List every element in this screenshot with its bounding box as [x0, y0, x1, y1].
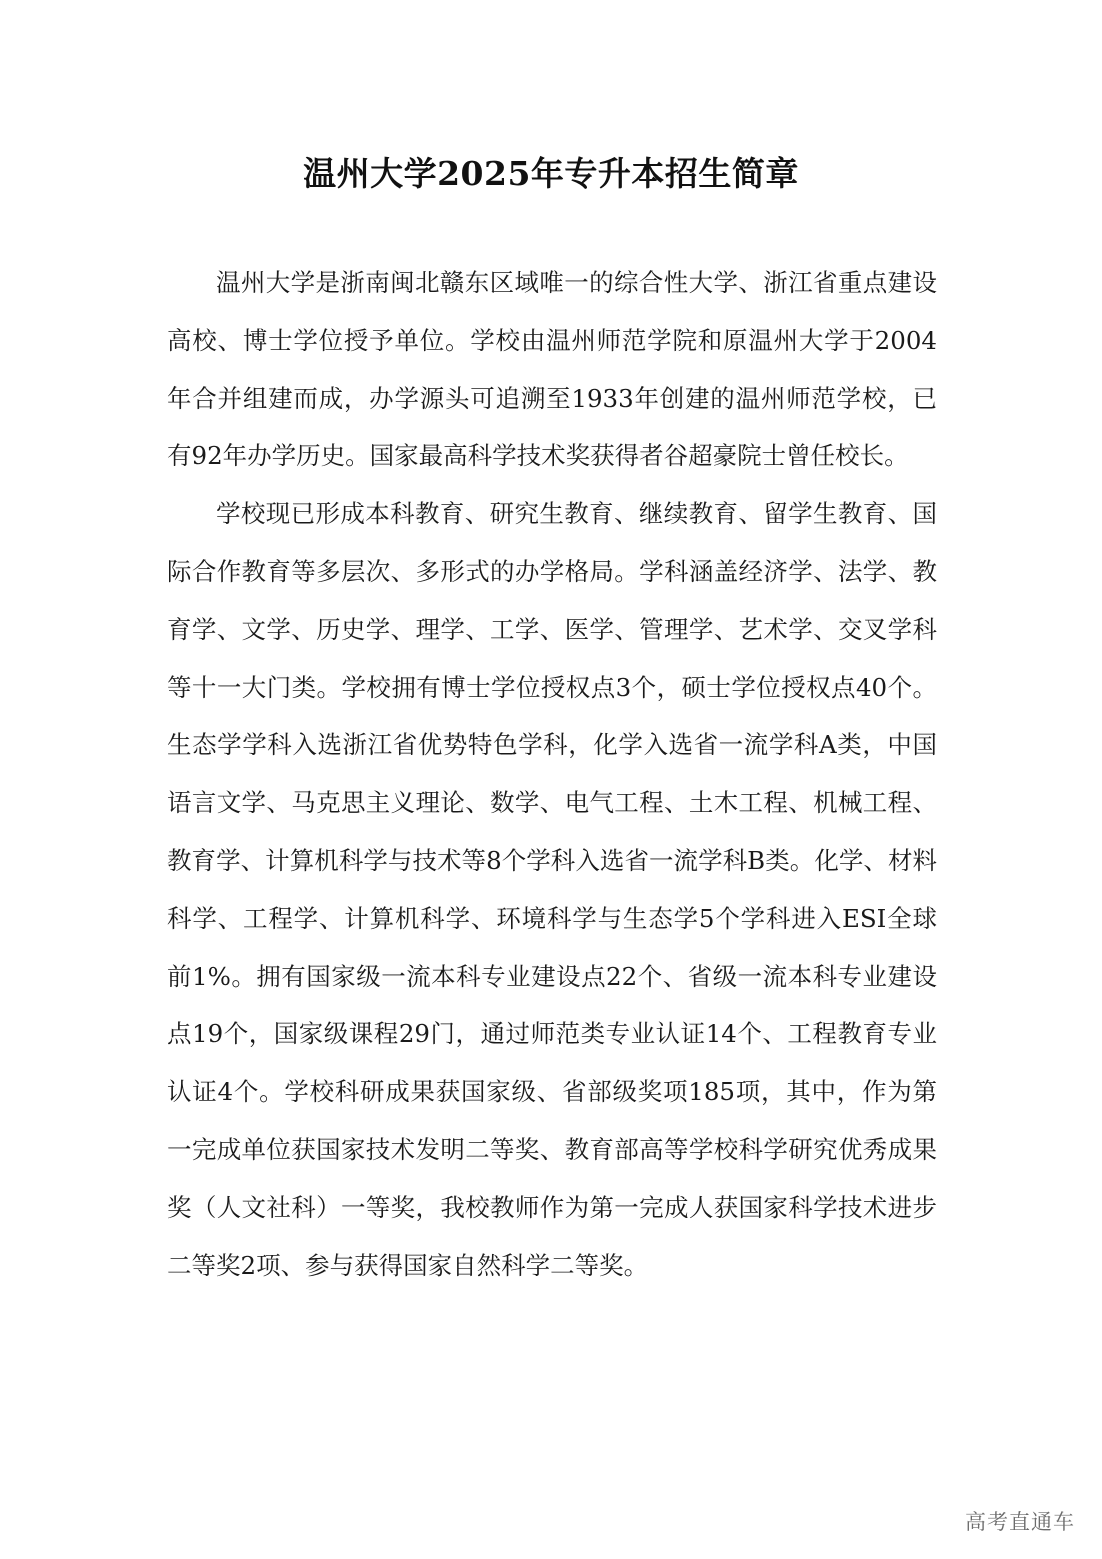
document-body: [167, 254, 937, 1294]
document-title: 温州大学2025年专升本招生简章: [303, 154, 799, 193]
paragraph-disciplines: 学校现已形成本科教育、研究生教育、继续教育、留学生教育、国际合作教育等多层次、多形式的办学格局。学科涵盖经济学、法学、教育学、文学、历史学、理学、工学、医学、管理学、艺术学、交叉学科等十一大门类。学校拥有博士学位授权点3个，硕士学位授权点40个。生态学学科入选浙江省优势特色学科，化学入选省一流学科A类，中国语言文学、马克思主义理论、数学、电气工程、土木工程、机械工程、教育学、计算机科学与技术等8个学科入选省一流学科B类。化学、材料科学、工程学、计算机科学、环境科学与生态学5个学科进入ESI全球前1%。拥有国家级一流本科专业建设点22个、省级一流本科专业建设点19个，国家级课程29门，通过师范类专业认证14个、工程教育专业认证4个。学校科研成果获国家级、省部级奖项185项，其中，作为第一完成单位获国家技术发明二等奖、教育部高等学校科学研究优秀成果奖（人文社科）一等奖，我校教师作为第一完成人获国家科学技术进步二等奖2项、参与获得国家自然科学二等奖。: [167, 499, 937, 1280]
paragraph-intro: 温州大学是浙南闽北赣东区域唯一的综合性大学、浙江省重点建设高校、博士学位授予单位。学校由温州师范学院和原温州大学于2004年合并组建而成，办学源头可追溯至1933年创建的温州师范学校，已有92年办学历史。国家最高科学技术奖获得者谷超豪院士曾任校长。: [167, 268, 937, 471]
watermark-text: 高考直通车: [965, 1510, 1075, 1534]
